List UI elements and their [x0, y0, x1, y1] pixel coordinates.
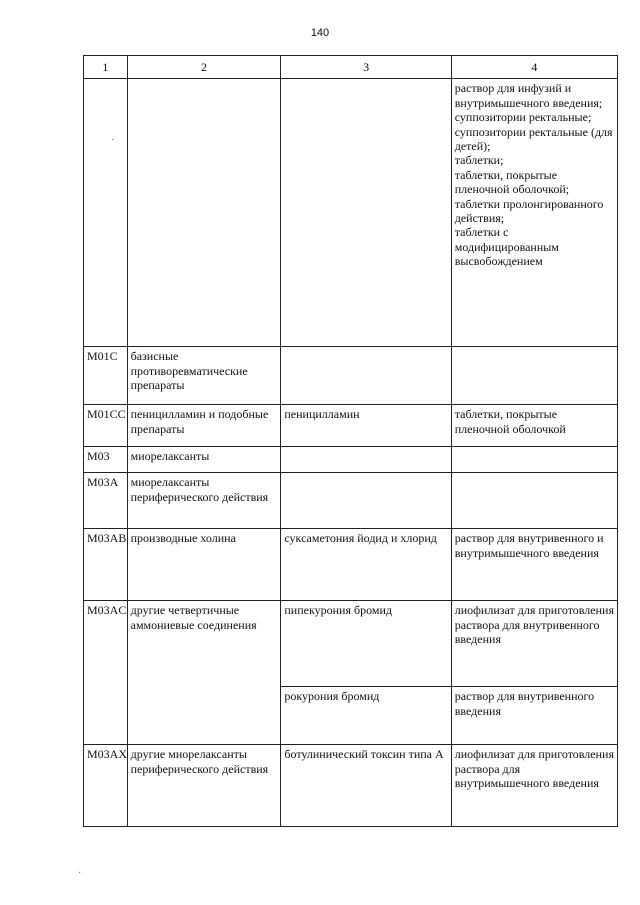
page-number: 140 [310, 27, 330, 39]
table-row [84, 79, 618, 347]
dosage-form: лиофилизат для приготовления раствора для внутривенного введения [454, 603, 614, 647]
group-cell: другие миорелаксанты периферического действия [127, 745, 281, 827]
dosage-form: таблетки с модифицированным высвобождением [454, 225, 559, 269]
drug-cell: рокурония бромид [281, 687, 451, 745]
forms-cell [451, 687, 617, 745]
table-row [84, 745, 618, 827]
code-cell: M03AX [84, 745, 128, 827]
scan-mark: ˎ [111, 130, 115, 141]
table-row [84, 447, 618, 473]
table-row [84, 601, 618, 687]
dosage-form: таблетки; [454, 153, 504, 168]
table-row [84, 473, 618, 529]
dosage-form: таблетки, покрытые пленочной оболочкой [454, 407, 566, 436]
dosage-form: раствор для инфузий и внутримышечного введения; [454, 81, 603, 110]
drug-cell [281, 473, 451, 529]
forms-cell [451, 405, 617, 447]
table-row [84, 405, 618, 447]
forms-cell [451, 601, 617, 687]
group-cell: производные холина [127, 529, 281, 601]
dosage-form: раствор для внутривенного и внутримышечного введения [454, 531, 604, 560]
forms-cell [451, 347, 617, 405]
code-cell: M01C [84, 347, 128, 405]
column-header: 2 [127, 56, 281, 79]
column-header: 3 [281, 56, 451, 79]
group-cell: другие четвертичные аммониевые соединения [127, 601, 281, 745]
table-row [84, 529, 618, 601]
dosage-form: раствор для внутривенного введения [454, 689, 595, 718]
column-header: 1 [84, 56, 128, 79]
drug-cell: суксаметония йодид и хлорид [281, 529, 451, 601]
group-cell: базисные противоревматические препараты [127, 347, 281, 405]
drug-cell [281, 347, 451, 405]
table-row [84, 347, 618, 405]
column-header: 4 [451, 56, 617, 79]
code-cell: M03AC [84, 601, 128, 745]
column-number-row [84, 56, 618, 79]
group-cell [127, 79, 281, 347]
dosage-form: таблетки, покрытые пленочной оболочкой; [454, 167, 570, 197]
forms-cell [451, 473, 617, 529]
medication-table [83, 55, 618, 827]
group-cell: пеницилламин и подобные препараты [127, 405, 281, 447]
dosage-form: суппозитории ректальные (для детей); [454, 124, 613, 154]
scan-mark: · [78, 868, 82, 879]
dosage-form: таблетки пролонгированного действия; [454, 196, 604, 226]
code-cell: M03AB [84, 529, 128, 601]
forms-cell [451, 79, 617, 347]
forms-cell [451, 745, 617, 827]
code-cell: M03 [84, 447, 128, 473]
drug-cell: пеницилламин [281, 405, 451, 447]
code-cell: M01CC [84, 405, 128, 447]
dosage-form: лиофилизат для приготовления раствора для внутримышечного введения [454, 747, 614, 791]
drug-cell [281, 447, 451, 473]
code-cell [84, 79, 128, 347]
drug-cell: пипекурония бромид [281, 601, 451, 687]
group-cell: миорелаксанты периферического действия [127, 473, 281, 529]
code-cell: M03A [84, 473, 128, 529]
drug-cell [281, 79, 451, 347]
group-cell: миорелаксанты [127, 447, 281, 473]
forms-cell [451, 529, 617, 601]
drug-cell: ботулинический токсин типа А [281, 745, 451, 827]
forms-cell [451, 447, 617, 473]
dosage-form: суппозитории ректальные; [454, 110, 592, 125]
